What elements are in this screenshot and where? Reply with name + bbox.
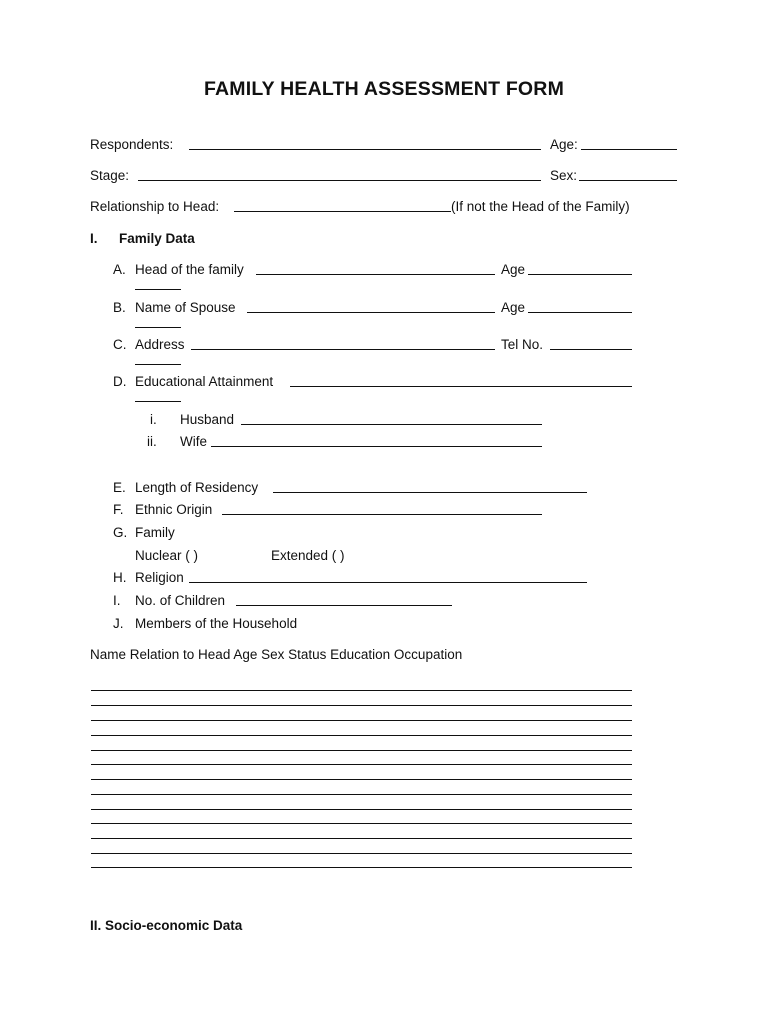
education-field[interactable] [290, 386, 632, 387]
tel-label: Tel No. [501, 337, 544, 352]
ethnic-field[interactable] [222, 514, 542, 515]
head-age-label: Age [501, 262, 526, 277]
item-e-letter: E. [113, 480, 126, 495]
section2-title: II. Socio-economic Data [90, 918, 243, 933]
address-field[interactable] [191, 349, 495, 350]
item-i-letter: I. [113, 593, 121, 608]
household-row-line[interactable] [91, 705, 632, 706]
household-row-line[interactable] [91, 735, 632, 736]
husband-field[interactable] [241, 424, 542, 425]
item-c-letter: C. [113, 337, 127, 352]
item-f-letter: F. [113, 502, 124, 517]
age-label: Age: [550, 137, 578, 152]
household-label: Members of the Household [135, 616, 298, 631]
spouse-field[interactable] [247, 312, 495, 313]
wife-label: Wife [180, 434, 207, 449]
item-a-letter: A. [113, 262, 126, 277]
stage-label: Stage: [90, 168, 130, 183]
head-age-field[interactable] [528, 274, 632, 275]
wife-number: ii. [147, 434, 157, 449]
education-field-cont [135, 401, 181, 402]
form-title: FAMILY HEALTH ASSESSMENT FORM [203, 78, 565, 100]
age-field[interactable] [581, 149, 677, 150]
head-of-family-label: Head of the family [135, 262, 244, 277]
family-label: Family [135, 525, 175, 540]
husband-label: Husband [180, 412, 235, 427]
spouse-age-label: Age [501, 300, 526, 315]
residency-field[interactable] [273, 492, 587, 493]
household-row-line[interactable] [91, 867, 632, 868]
religion-label: Religion [135, 570, 184, 585]
respondents-field[interactable] [189, 149, 541, 150]
spouse-age-field[interactable] [528, 312, 632, 313]
tel-field-cont [135, 364, 181, 365]
household-row-line[interactable] [91, 853, 632, 854]
tel-field[interactable] [550, 349, 632, 350]
spouse-label: Name of Spouse [135, 300, 236, 315]
household-row-line[interactable] [91, 809, 632, 810]
household-row-line[interactable] [91, 794, 632, 795]
household-row-line[interactable] [91, 779, 632, 780]
wife-field[interactable] [211, 446, 542, 447]
address-label: Address [135, 337, 185, 352]
relationship-note: (If not the Head of the Family) [451, 199, 630, 214]
sex-field[interactable] [579, 180, 677, 181]
household-row-line[interactable] [91, 690, 632, 691]
household-table-header: Name Relation to Head Age Sex Status Education Occupation [90, 647, 463, 662]
religion-field[interactable] [189, 582, 587, 583]
section1-title: Family Data [119, 231, 195, 246]
education-label: Educational Attainment [135, 374, 274, 389]
household-row-line[interactable] [91, 750, 632, 751]
item-d-letter: D. [113, 374, 127, 389]
sex-label: Sex: [550, 168, 578, 183]
item-g-letter: G. [113, 525, 128, 540]
children-field[interactable] [236, 605, 452, 606]
household-row-line[interactable] [91, 823, 632, 824]
children-label: No. of Children [135, 593, 226, 608]
item-b-letter: B. [113, 300, 126, 315]
relationship-field[interactable] [234, 211, 451, 212]
stage-field[interactable] [138, 180, 541, 181]
spouse-age-field-cont [135, 327, 181, 328]
household-row-line[interactable] [91, 764, 632, 765]
household-row-line[interactable] [91, 838, 632, 839]
residency-label: Length of Residency [135, 480, 259, 495]
household-row-line[interactable] [91, 720, 632, 721]
extended-option[interactable]: Extended ( ) [271, 548, 345, 563]
head-of-family-field[interactable] [256, 274, 495, 275]
husband-number: i. [150, 412, 157, 427]
section1-number: I. [90, 231, 98, 246]
respondents-label: Respondents: [90, 137, 174, 152]
nuclear-option[interactable]: Nuclear ( ) [135, 548, 199, 563]
relationship-label: Relationship to Head: [90, 199, 220, 214]
ethnic-label: Ethnic Origin [135, 502, 213, 517]
head-age-field-cont [135, 289, 181, 290]
item-j-letter: J. [113, 616, 124, 631]
item-h-letter: H. [113, 570, 127, 585]
